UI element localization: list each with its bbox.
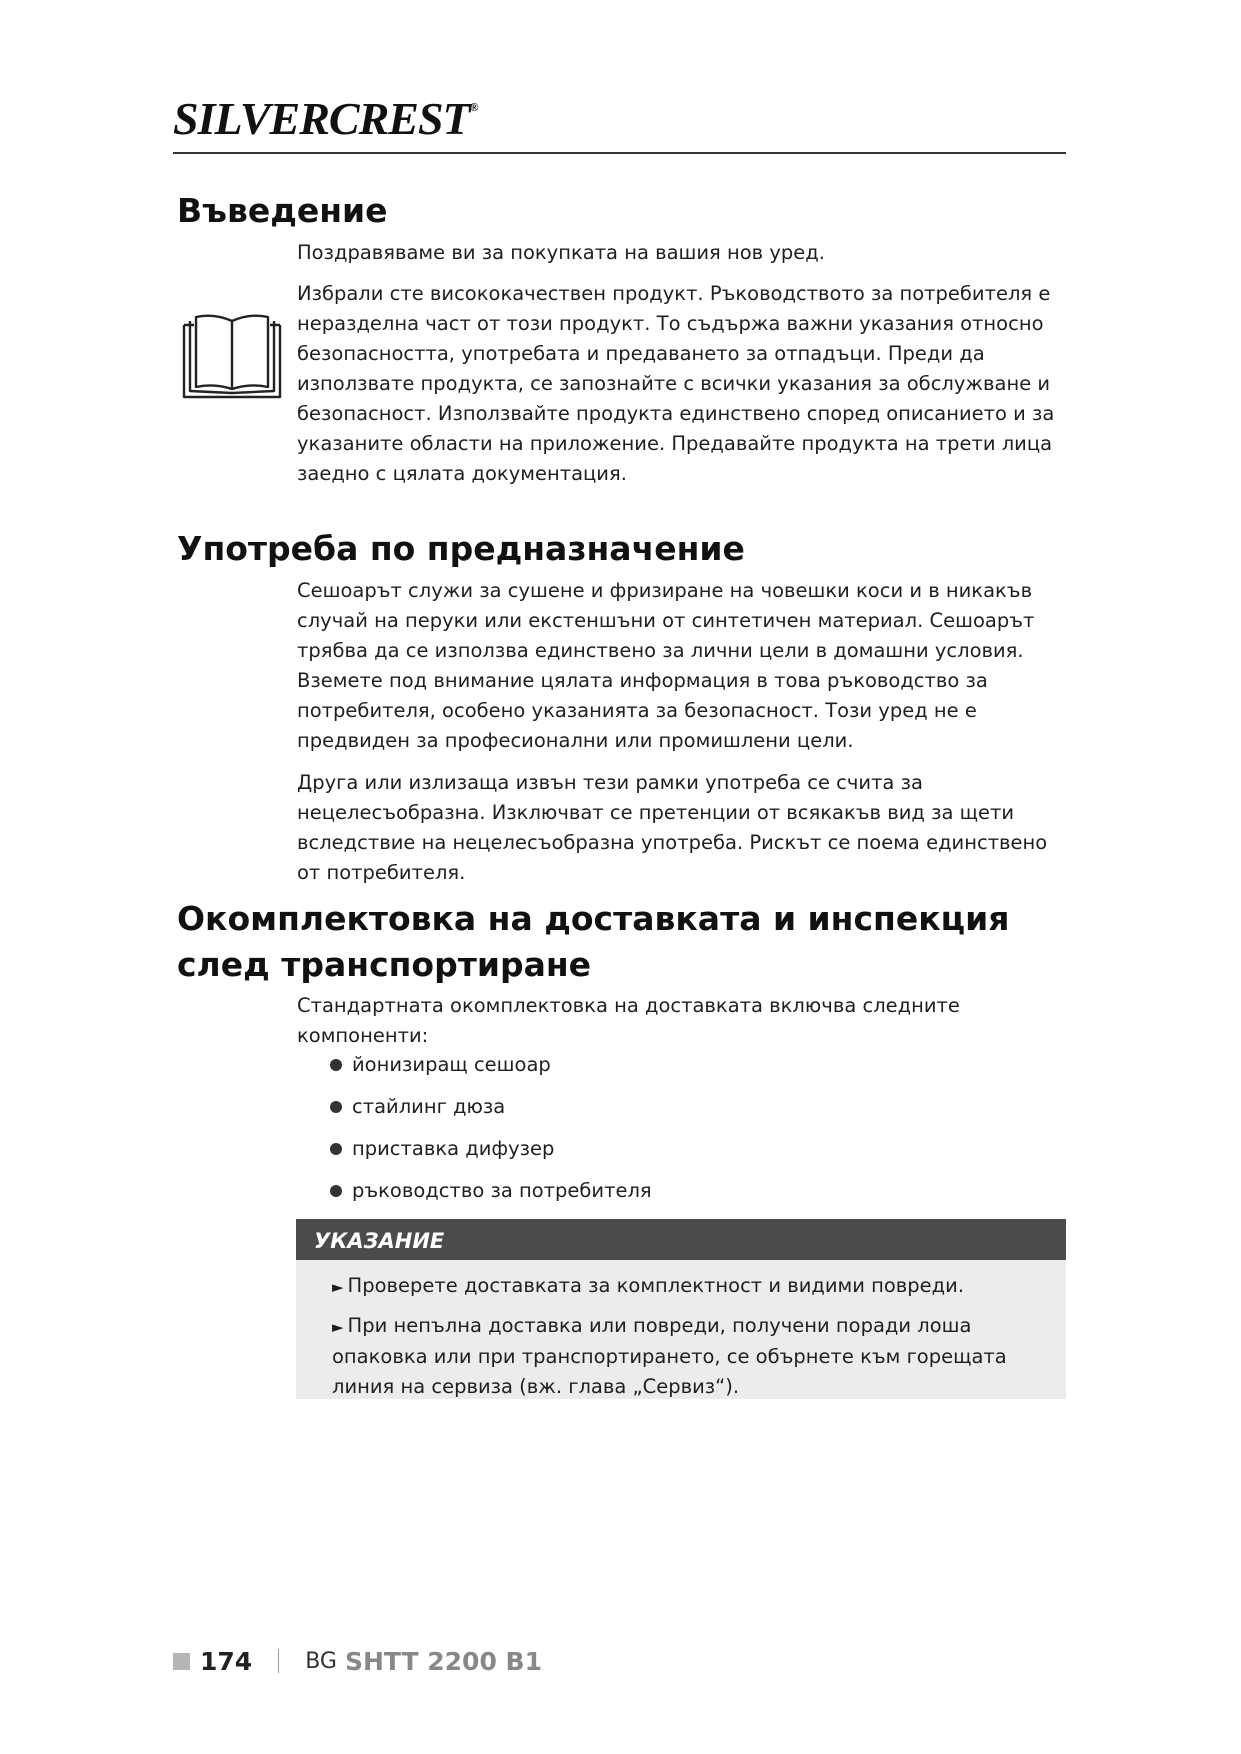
brand-name: SILVERCREST [173, 93, 470, 144]
intro-paragraph-2: Избрали сте висококачествен продукт. Ръководството за потребителя е неразделна част от този продукт. То съдържа важни указания относно безопасността, употребата и предаването за отпадъци. Преди да използвате продукта, се запознайте с всички указания за обслужване и безопасност. Използвайте продукта единствено според описанието и за указаните области на приложение. Предавайте продукта на трети лица заедно с цялата документация. [297, 282, 1055, 485]
footer-square-icon [173, 1653, 190, 1670]
intended-use-paragraph-1: Сешоарът служи за сушене и фризиране на човешки коси и в никакъв случай на перуки или екстеншъни от синтетичен материал. Сешоарът трябва да се използва единствено за лични цели в домашни условия. Вземете под внимание цялата информация в това ръководство за потребителя, особено указанията за безопасност. Този уред не е предвиден за професионални или промишлени цели. [297, 579, 1035, 752]
note-line-1: ► Проверете доставката за комплектност и видими повреди. [332, 1274, 965, 1297]
list-item: приставка дифузер [330, 1128, 652, 1170]
section-title-intended-use: Употреба по предназначение [177, 529, 745, 568]
section-title-delivery-line2: след транспортиране [177, 945, 592, 984]
brand-logo [173, 92, 478, 145]
bullet-icon [330, 1059, 342, 1071]
intro-paragraph-1: Поздравяваме ви за покупката на вашия нов уред. [297, 241, 825, 264]
section-title-delivery-line1: Окомплектовка на доставката и инспекция [177, 899, 1010, 938]
page-number: 174 [200, 1646, 253, 1676]
arrow-right-icon: ► [332, 1278, 344, 1296]
note-heading: УКАЗАНИЕ [296, 1219, 1066, 1260]
footer-model: SHTT 2200 B1 [344, 1646, 542, 1676]
section-title-intro: Въведение [177, 191, 388, 230]
list-item: стайлинг дюза [330, 1086, 652, 1128]
book-icon [180, 313, 284, 399]
arrow-right-icon: ► [332, 1318, 344, 1336]
delivery-intro: Стандартната окомплектовка на доставката включва следните компоненти: [297, 994, 960, 1047]
header-rule [173, 152, 1066, 154]
intended-use-paragraph-2: Друга или излизаща извън тези рамки употреба се счита за нецелесъобразна. Изключват се претенции от всякакъв вид за щети вследствие на нецелесъобразна употреба. Рискът се поема единствено от потребителя. [297, 771, 1048, 884]
note-box [296, 1219, 1066, 1399]
delivery-items-list [330, 1044, 652, 1212]
list-item: ръководство за потребителя [330, 1170, 652, 1212]
bullet-icon [330, 1101, 342, 1113]
note-line-2: ► При непълна доставка или повреди, получени поради лоша опаковка или при транспортирането, се обърнете към горещата линия на сервиза (вж. глава „Сервиз“). [332, 1314, 1007, 1398]
footer-divider [278, 1649, 279, 1673]
footer-language: BG [305, 1648, 337, 1674]
bullet-icon [330, 1143, 342, 1155]
list-item: йонизиращ сешоар [330, 1044, 652, 1086]
bullet-icon [330, 1185, 342, 1197]
page-footer [173, 1643, 542, 1679]
brand-reg-mark: ® [469, 100, 478, 114]
